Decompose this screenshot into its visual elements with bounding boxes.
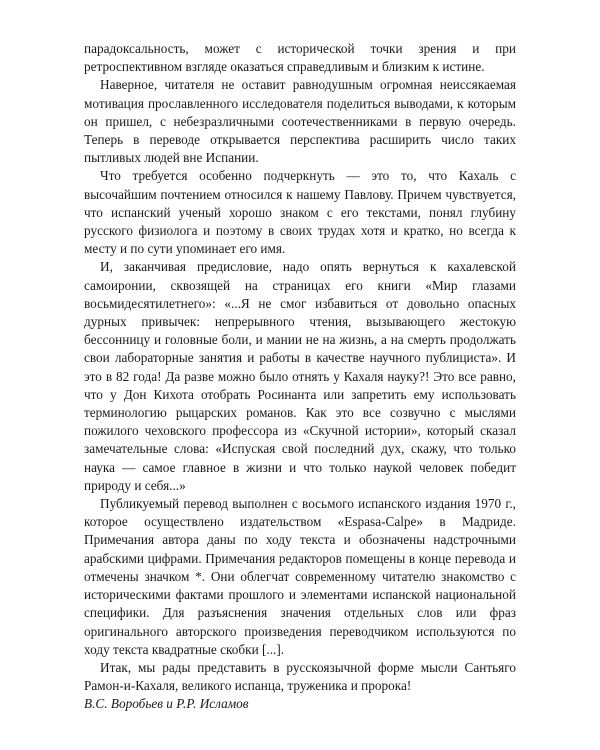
signature: В.С. Воробьев и Р.Р. Исламов — [84, 696, 249, 712]
paragraph-2: Наверное, читателя не оставит равнодушным огромная неиссякаемая мотивация прославленного исследователя поделиться выводами, к которым он пришел, с небезразличными соотечественниками в первую очередь. Теперь в переводе открывается перспектива расширить число таких пытливых людей вне Испании. — [84, 77, 516, 166]
paragraph-1: парадоксальность, может с исторической точки зрения и при ретроспективном взгляде оказаться справедливым и близким к истине. — [84, 41, 516, 75]
paragraph-4: И, заканчивая предисловие, надо опять вернуться к кахалевской самоиронии, сквозящей на страницах его книги «Мир глазами восьмидесятилетнего»: «...Я не смог избавиться от довольно опасных дурных привычек: непрерывного чтения, вызывающего жестокую бессонницу и головные боли, и мании не на жизнь, а на смерть продолжать свои лабораторные занятия и работы в качестве научного публициста». И это в 82 года! Да разве можно было отнять у Кахаля науку?! Это все равно, что у Дон Кихота отобрать Росинанта или запретить ему использовать терминологию рыцарских романов. Как это все созвучно с мыслями пожилого чеховского профессора из «Скучной истории», который сказал замечательные слова: «Испуская свой последний дух, скажу, что только наука — самое главное в жизни и что только наукой человек победит природу и себя...» — [84, 259, 516, 493]
paragraph-3: Что требуется особенно подчеркнуть — это то, что Кахаль с высочайшим почтением относился к нашему Павлову. Причем чувствуется, что испанский ученый хорошо знаком с его текстами, понял глубину русского физиолога и поэтому в своих трудах хотя и кратко, но всегда к месту и по сути упоминает его имя. — [84, 168, 516, 257]
paragraph-6: Итак, мы рады представить в русскоязычной форме мысли Сантьяго Рамон-и-Кахаля, великого испанца, труженика и пророка! — [84, 659, 516, 694]
body-text — [84, 40, 516, 714]
paragraph-5: Публикуемый перевод выполнен с восьмого испанского издания 1970 г., которое осуществлено издательством «Espasa-Calpe» в Мадриде. Примечания автора даны по ходу текста и обозначены надстрочными арабскими цифрами. Примечания редакторов помещены в конце перевода и отмечены значком *. Они облегчат современному читателю знакомство с историческими фактами прошлого и элементами испанской национальной специфики. Для разъяснения значения отдельных слов или фраз оригинального авторского произведения переводчиком используются по ходу текста квадратные скобки [...]. — [84, 496, 516, 657]
